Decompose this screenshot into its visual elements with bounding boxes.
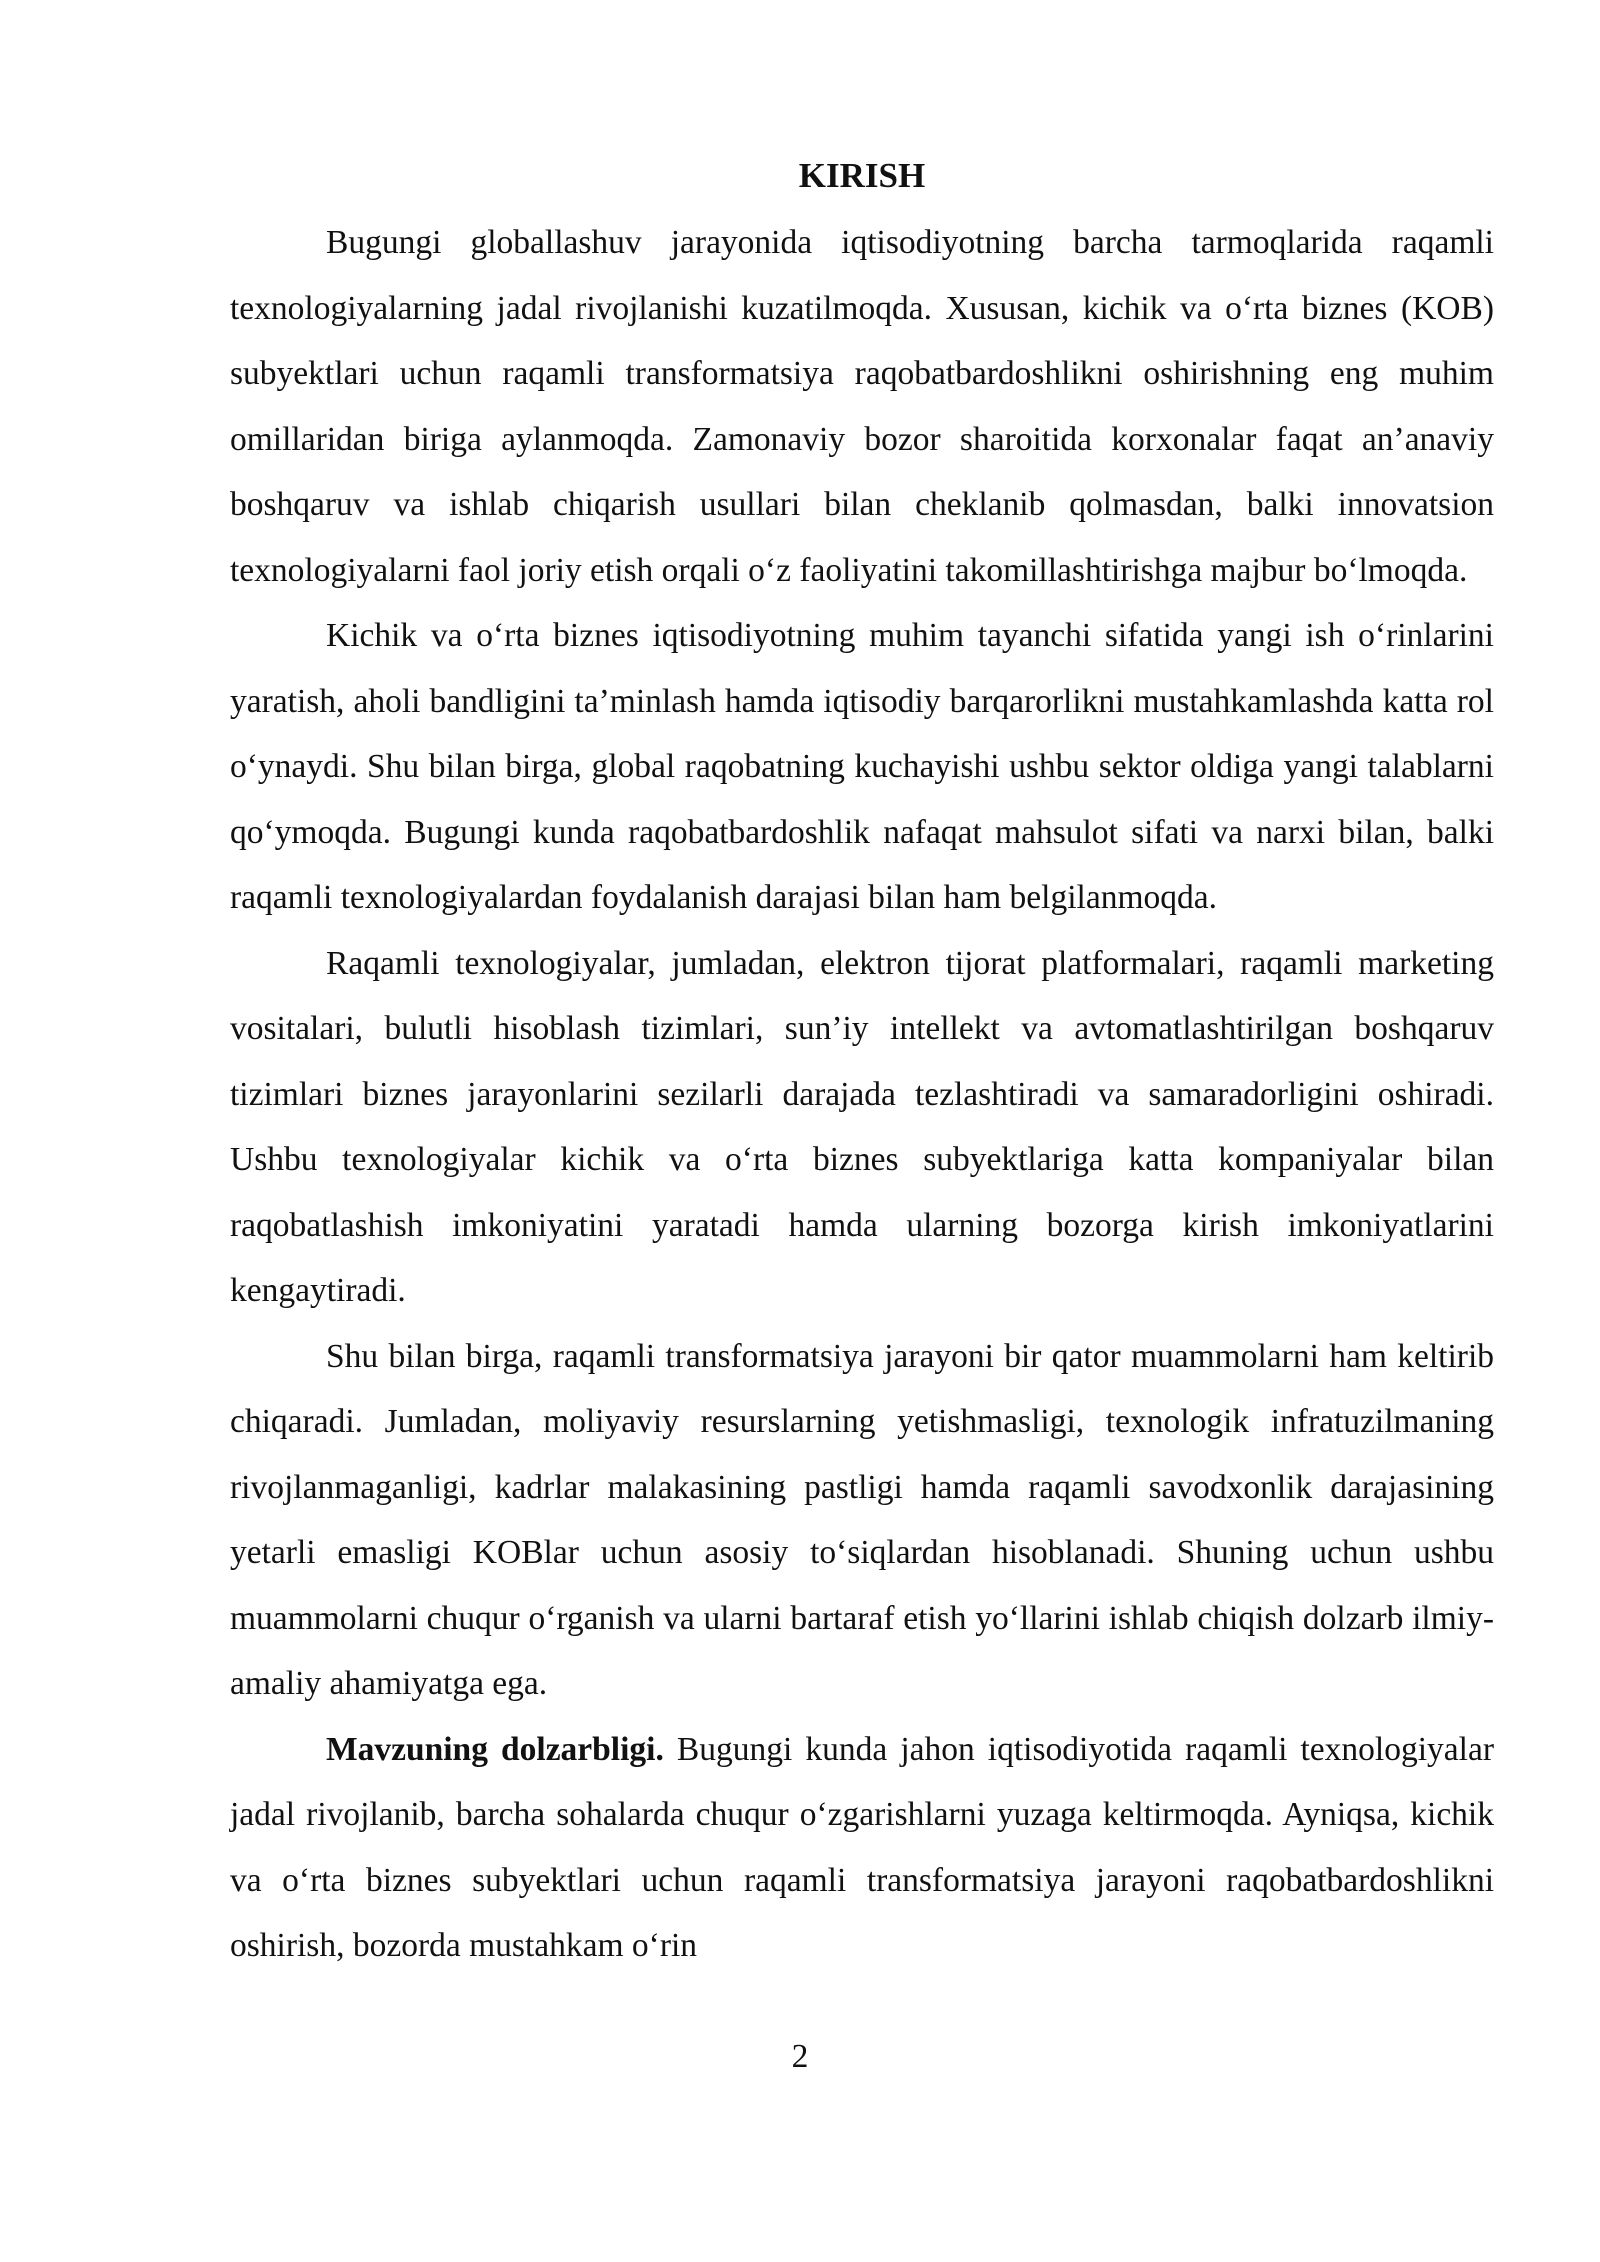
paragraph-3: Raqamli texnologiyalar, jumladan, elektron tijorat platformalari, raqamli marketing vositalari, bulutli hisoblash tizimlari, sun’iy intellekt va avtomatlashtirilgan boshqaruv tizimlari biznes jarayonlarini sezilarli darajada tezlashtiradi va samaradorligini oshiradi. Ushbu texnologiyalar kichik va o‘rta biznes subyektlariga katta kompaniyalar bilan raqobatlashish imkoniyatini yaratadi hamda ularning bozorga kirish imkoniyatlarini kengaytiradi. <box>230 944 1494 1309</box>
paragraph-4: Shu bilan birga, raqamli transformatsiya jarayoni bir qator muammolarni ham keltirib chiqaradi. Jumladan, moliyaviy resurslarning yetishmasligi, texnologik infratuzilmaning rivojlanmaganligi, kadrlar malakasining pastligi hamda raqamli savodxonlik darajasining yetarli emasligi KOBlar uchun asosiy to‘siqlardan hisoblanadi. Shuning uchun ushbu muammolarni chuqur o‘rganish va ularni bartaraf etish yo‘llarini ishlab chiqish dolzarb ilmiy-amaliy ahamiyatga ega. <box>230 1337 1494 1702</box>
relevance-lead: Mavzuning dolzarbligi. <box>326 1730 664 1768</box>
paragraph-1: Bugungi globallashuv jarayonida iqtisodiyotning barcha tarmoqlarida raqamli texnologiyalarning jadal rivojlanishi kuzatilmoqda. Xususan, kichik va o‘rta biznes (KOB) subyektlari uchun raqamli transformatsiya raqobatbardoshlikni oshirishning eng muhim omillaridan biriga aylanmoqda. Zamonaviy bozor sharoitida korxonalar faqat an’anaviy boshqaruv va ishlab chiqarish usullari bilan cheklanib qolmasdan, balki innovatsion texnologiyalarni faol joriy etish orqali o‘z faoliyatini takomillashtirishga majbur bo‘lmoqda. <box>230 224 1494 589</box>
paragraph-relevance <box>230 1717 1494 1979</box>
page-number: 2 <box>791 2038 809 2075</box>
paragraph-2: Kichik va o‘rta biznes iqtisodiyotning muhim tayanchi sifatida yangi ish o‘rinlarini yaratish, aholi bandligini ta’minlash hamda iqtisodiy barqarorlikni mustahkamlashda katta rol o‘ynaydi. Shu bilan birga, global raqobatning kuchayishi ushbu sektor oldiga yangi talablarni qo‘ymoqda. Bugungi kunda raqobatbardoshlik nafaqat mahsulot sifati va narxi bilan, balki raqamli texnologiyalardan foydalanish darajasi bilan ham belgilanmoqda. <box>230 617 1494 916</box>
document-body <box>230 150 1494 1979</box>
relevance-text: Bugungi kunda jahon iqtisodiyotida raqamli texnologiyalar jadal rivojlanib, barcha sohalarda chuqur o‘zgarishlarni yuzaga keltirmoqda. Ayniqsa, kichik va o‘rta biznes subyektlari uchun raqamli transformatsiya jarayoni raqobatbardoshlikni oshirish, bozorda mustahkam o‘rin <box>230 1730 1494 1964</box>
section-heading: KIRISH <box>798 156 926 195</box>
